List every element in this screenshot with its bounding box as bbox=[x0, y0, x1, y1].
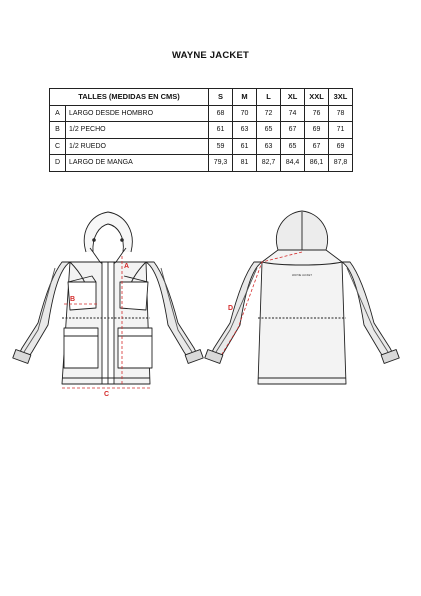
table-cell: 79,3 bbox=[209, 155, 233, 172]
table-cell: 67 bbox=[305, 138, 329, 155]
size-header-l: L bbox=[257, 89, 281, 106]
measure-label-b: B bbox=[70, 296, 76, 303]
row-key: C bbox=[50, 138, 66, 155]
table-cell: 67 bbox=[281, 122, 305, 139]
row-label: 1/2 PECHO bbox=[66, 122, 209, 139]
measure-label-a: A bbox=[124, 263, 130, 270]
table-row bbox=[50, 122, 353, 139]
table-cell: 72 bbox=[257, 105, 281, 122]
table-cell: 76 bbox=[305, 105, 329, 122]
table-row bbox=[50, 105, 353, 122]
size-header-m: M bbox=[233, 89, 257, 106]
size-header-3xl: 3XL bbox=[329, 89, 353, 106]
table-cell: 84,4 bbox=[281, 155, 305, 172]
table-header-row bbox=[50, 89, 353, 106]
table-cell: 68 bbox=[209, 105, 233, 122]
brand-label: WAYNE JACKET bbox=[292, 274, 312, 277]
table-cell: 65 bbox=[257, 122, 281, 139]
table-cell: 86,1 bbox=[305, 155, 329, 172]
table-header-label: TALLES (MEDIDAS EN CMS) bbox=[50, 89, 209, 106]
table-row bbox=[50, 138, 353, 155]
table-cell: 61 bbox=[209, 122, 233, 139]
table-cell: 87,8 bbox=[329, 155, 353, 172]
table-cell: 74 bbox=[281, 105, 305, 122]
jacket-technical-drawing bbox=[0, 200, 421, 400]
jacket-back-view bbox=[205, 211, 399, 384]
row-label: 1/2 RUEDO bbox=[66, 138, 209, 155]
table-cell: 61 bbox=[233, 138, 257, 155]
table-cell: 69 bbox=[329, 138, 353, 155]
table-cell: 59 bbox=[209, 138, 233, 155]
table-cell: 82,7 bbox=[257, 155, 281, 172]
table-cell: 63 bbox=[257, 138, 281, 155]
jacket-front-view bbox=[13, 212, 203, 384]
row-key: D bbox=[50, 155, 66, 172]
page-title: WAYNE JACKET bbox=[171, 50, 249, 61]
size-chart-table bbox=[49, 88, 353, 172]
row-key: B bbox=[50, 122, 66, 139]
measure-label-d: D bbox=[228, 305, 234, 312]
table-cell: 78 bbox=[329, 105, 353, 122]
row-label: LARGO DE MANGA bbox=[66, 155, 209, 172]
measure-label-c: C bbox=[104, 391, 110, 398]
row-label: LARGO DESDE HOMBRO bbox=[66, 105, 209, 122]
size-header-s: S bbox=[209, 89, 233, 106]
size-header-xl: XL bbox=[281, 89, 305, 106]
table-cell: 81 bbox=[233, 155, 257, 172]
table-cell: 63 bbox=[233, 122, 257, 139]
table-cell: 70 bbox=[233, 105, 257, 122]
table-row bbox=[50, 155, 353, 172]
table-cell: 69 bbox=[305, 122, 329, 139]
table-cell: 65 bbox=[281, 138, 305, 155]
size-header-xxl: XXL bbox=[305, 89, 329, 106]
row-key: A bbox=[50, 105, 66, 122]
table-cell: 71 bbox=[329, 122, 353, 139]
